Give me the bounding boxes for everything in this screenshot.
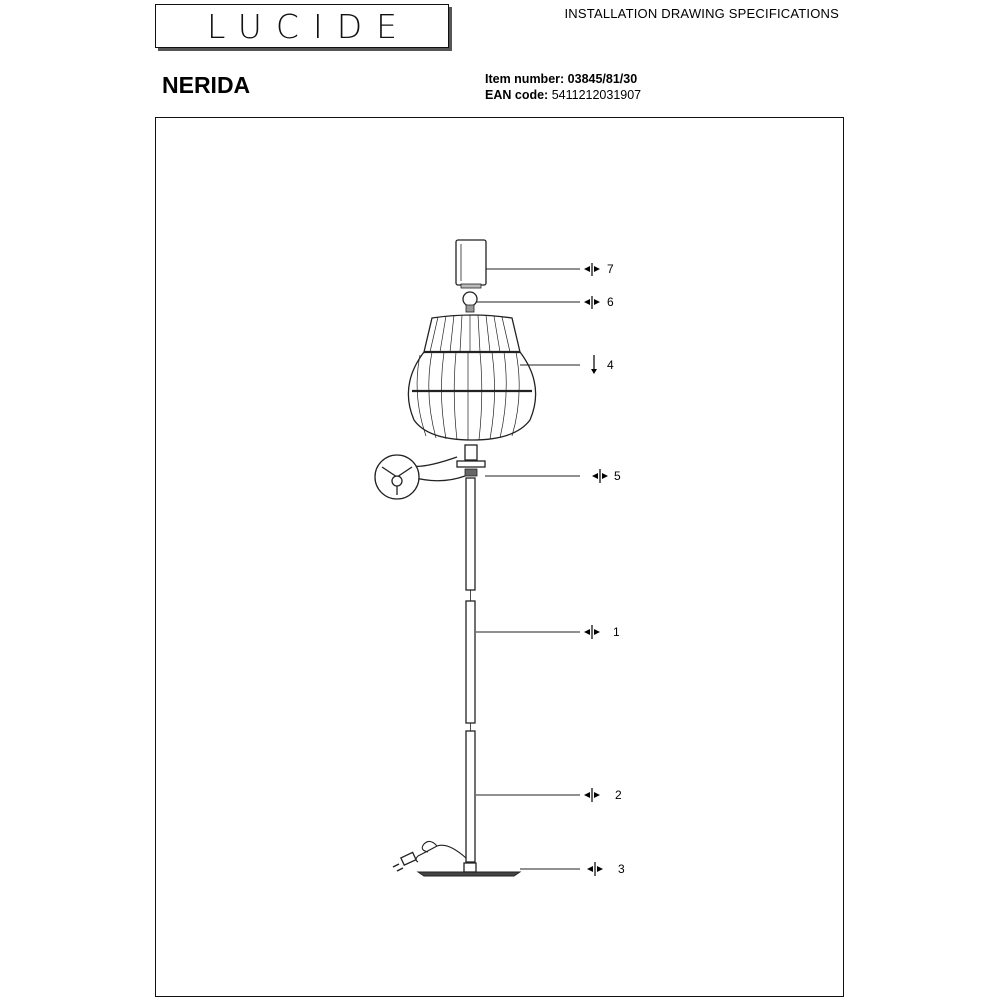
part-1-upper-pole: [466, 478, 475, 723]
part-number-7: 7: [607, 262, 614, 276]
part-number-2: 2: [615, 788, 622, 802]
rotate-icon: [584, 296, 600, 309]
document-type: INSTALLATION DRAWING SPECIFICATIONS: [564, 6, 839, 21]
rotate-icon: [587, 862, 603, 876]
item-number-label: Item number:: [485, 72, 565, 86]
product-name: NERIDA: [162, 72, 251, 98]
part-4-shade: [408, 315, 535, 440]
part-2-lower-pole: [466, 723, 475, 862]
part-number-5: 5: [614, 469, 621, 483]
arrow-down-icon: [591, 355, 597, 374]
rotate-icon: [584, 788, 600, 802]
ean-value: 5411212031907: [551, 88, 642, 102]
brand-logo-text: LUCIDE: [207, 7, 411, 46]
part-number-6: 6: [607, 295, 614, 309]
part-number-4: 4: [607, 358, 614, 372]
part-3-base: [393, 841, 520, 876]
part-6-bulb: [463, 292, 477, 312]
rotate-icon: [584, 625, 600, 639]
item-number-value: 03845/81/30: [567, 72, 638, 86]
ean-label: EAN code:: [485, 88, 549, 102]
rotate-icon: [592, 469, 608, 483]
part-7-glass-cylinder: [456, 240, 486, 288]
part-number-1: 1: [613, 625, 620, 639]
rotate-icon: [584, 263, 600, 276]
part-number-3: 3: [618, 862, 625, 876]
